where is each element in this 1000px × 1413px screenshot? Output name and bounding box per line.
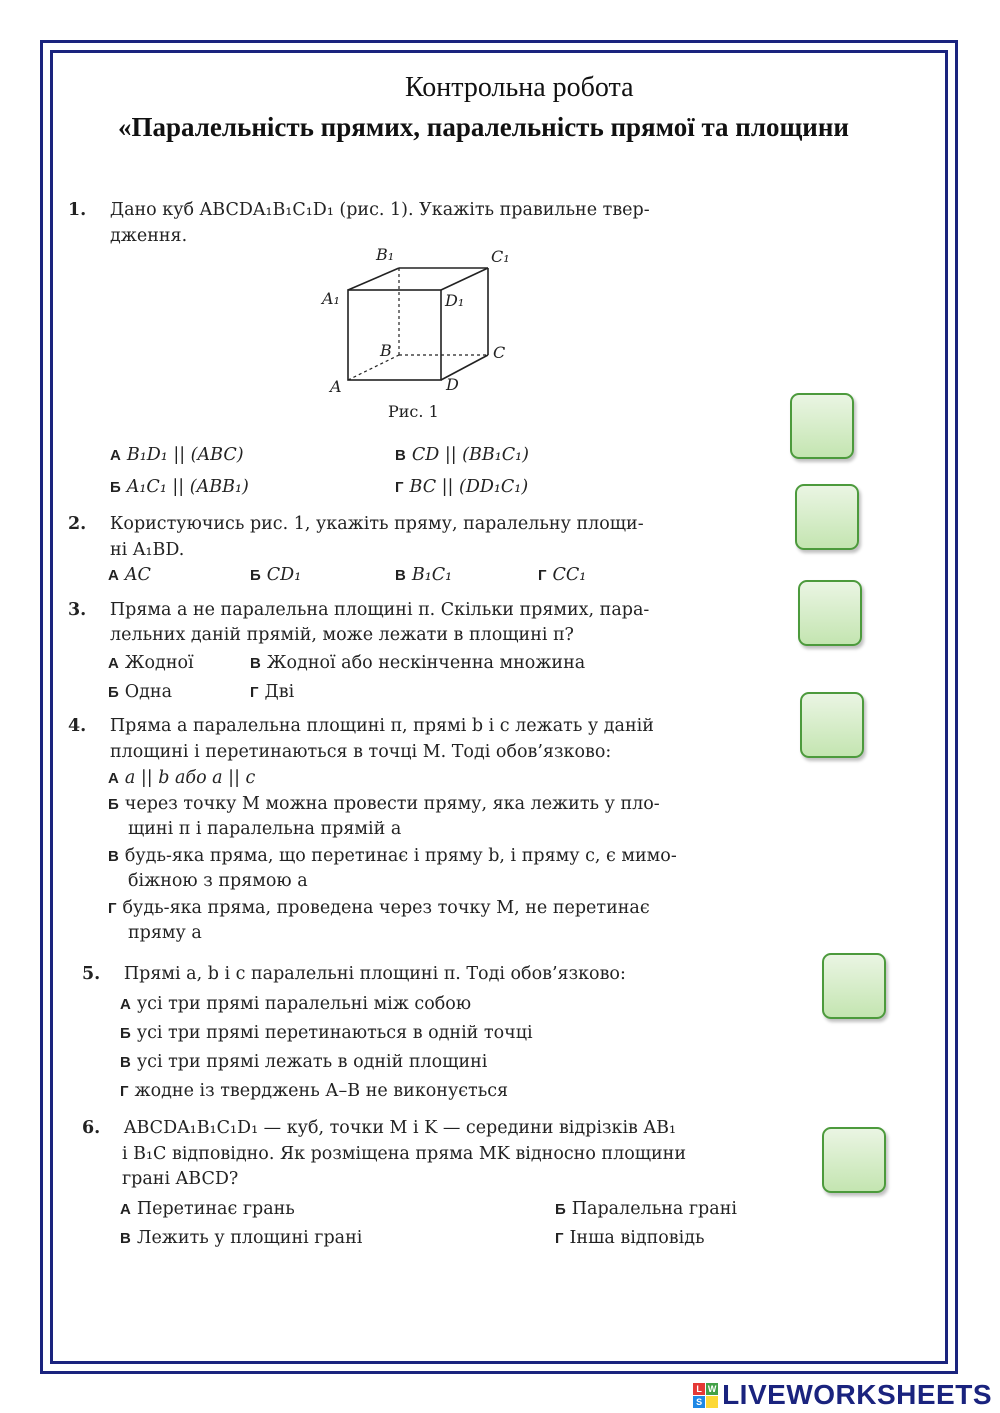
- option-g: Г Дві: [250, 682, 295, 702]
- answer-box-4[interactable]: [800, 692, 864, 758]
- cube-label-d: D: [446, 375, 459, 394]
- option-b: Б через точку M можна провести пряму, яка лежить у пло-: [108, 794, 660, 814]
- question-3: 3. Пряма a не паралельна площині π. Скільки прямих, пара-: [68, 600, 650, 620]
- option-g-cont: пряму a: [128, 923, 202, 943]
- option-b: Б усі три прямі перетинаються в одній точці: [120, 1023, 533, 1043]
- answer-box-5[interactable]: [822, 953, 886, 1019]
- option-g: Г BC || (DD₁C₁): [395, 477, 529, 497]
- cube-label-a: A: [330, 377, 342, 396]
- cube-edge: [441, 268, 488, 290]
- cube-label-a1: A₁: [322, 289, 340, 308]
- option-v: В Лежить у площині грані: [120, 1228, 363, 1248]
- question-text-cont: ні A₁BD.: [110, 540, 185, 560]
- cube-label-d1: D₁: [445, 291, 465, 310]
- page-subtitle: «Паралельність прямих, паралельність прямої та площини: [118, 112, 849, 142]
- question-text-cont: лельних даній прямій, може лежати в площині π?: [110, 625, 574, 645]
- cube-label-c: C: [493, 343, 506, 362]
- question-text-cont: і B₁C відповідно. Як розміщена пряма MK відносно площини: [122, 1144, 687, 1164]
- question-text-cont: дження.: [110, 226, 188, 246]
- figure-caption: Рис. 1: [388, 402, 439, 421]
- option-b: Б CD₁: [250, 565, 302, 585]
- option-v-cont: біжною з прямою a: [128, 871, 308, 891]
- answer-box-6[interactable]: [822, 1127, 886, 1193]
- question-text: Дано куб ABCDA₁B₁C₁D₁ (рис. 1). Укажіть правильне твер-: [109, 200, 650, 220]
- question-6: 6. ABCDA₁B₁C₁D₁ — куб, точки M і K — середини відрізків AB₁: [82, 1118, 676, 1138]
- liveworksheets-logo: [693, 1379, 992, 1411]
- option-a: А B₁D₁ || (ABC): [110, 445, 244, 465]
- option-g: Г будь-яка пряма, проведена через точку M, не перетинає: [108, 898, 650, 918]
- cube-figure: [310, 240, 540, 425]
- question-1: [68, 200, 650, 222]
- question-2: 2. Користуючись рис. 1, укажіть пряму, паралельну площи-: [68, 514, 644, 534]
- option-a: А AC: [108, 565, 151, 585]
- cube-label-b1: B₁: [376, 245, 395, 264]
- logo-badge-icon: L W S: [693, 1383, 718, 1408]
- answer-box-2[interactable]: [795, 484, 859, 550]
- question-5: 5. Прямі a, b і c паралельні площині π. Тоді обов’язково:: [82, 964, 626, 984]
- logo-text: LIVEWORKSHEETS: [722, 1379, 992, 1410]
- option-g: Г CC₁: [538, 565, 587, 585]
- cube-edge: [348, 268, 399, 290]
- option-a: А Перетинає грань: [120, 1199, 295, 1219]
- question-number: 1.: [68, 200, 87, 220]
- option-a: А a || b або a || c: [108, 768, 256, 788]
- cube-label-c1: C₁: [491, 247, 510, 266]
- option-v: В будь-яка пряма, що перетинає і пряму b, і пряму c, є мимо-: [108, 846, 677, 866]
- cube-label-b: B: [380, 341, 392, 360]
- page-title: Контрольна робота: [405, 72, 634, 103]
- option-v: В B₁C₁: [395, 565, 453, 585]
- answer-box-3[interactable]: [798, 580, 862, 646]
- option-b-cont: щині π і паралельна прямій a: [128, 819, 402, 839]
- option-v: В усі три прямі лежать в одній площині: [120, 1052, 488, 1072]
- option-b: Б A₁C₁ || (ABB₁): [110, 477, 249, 497]
- answer-box-1[interactable]: [790, 393, 854, 459]
- question-text-cont: грані ABCD?: [122, 1169, 239, 1189]
- option-a: А усі три прямі паралельні між собою: [120, 994, 472, 1014]
- option-g: Г жодне із тверджень А–В не виконується: [120, 1081, 509, 1101]
- option-v: В CD || (BB₁C₁): [395, 445, 529, 465]
- question-4: 4. Пряма a паралельна площині π, прямі b і c лежать у даній: [68, 716, 654, 736]
- option-v: В Жодної або нескінченна множина: [250, 653, 586, 673]
- option-b: Б Паралельна грані: [555, 1199, 737, 1219]
- option-a: А Жодної: [108, 653, 194, 673]
- question-text-cont: площині і перетинаються в точці M. Тоді обов’язково:: [110, 742, 612, 762]
- option-b: Б Одна: [108, 682, 173, 702]
- cube-front-face: [348, 290, 441, 380]
- option-g: Г Інша відповідь: [555, 1228, 705, 1248]
